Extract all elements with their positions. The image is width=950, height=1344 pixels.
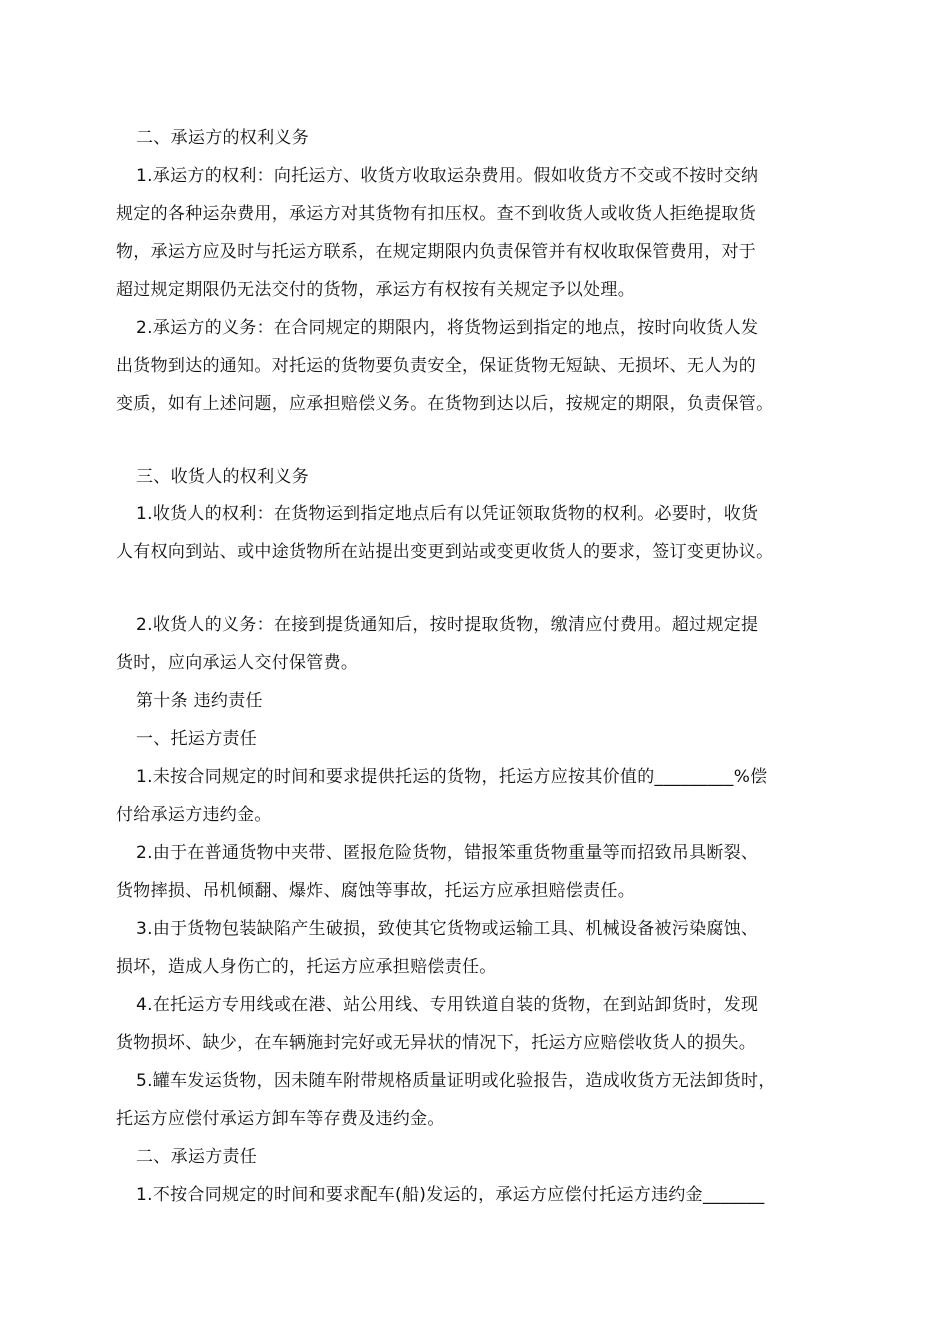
paragraph-line: 3.由于货物包装缺陷产生破损，致使其它货物或运输工具、机械设备被污染腐蚀、 bbox=[136, 919, 759, 939]
section-heading-shipper-liability: 一、托运方责任 bbox=[136, 729, 258, 749]
paragraph-line: 物，承运方应及时与托运方联系，在规定期限内负责保管并有权收取保管费用，对于 bbox=[116, 242, 757, 262]
paragraph-line: 5.罐车发运货物，因未随车附带规格质量证明或化验报告，造成收货方无法卸货时， bbox=[136, 1071, 776, 1091]
paragraph-line: 超过规定期限仍无法交付的货物，承运方有权按有关规定予以处理。 bbox=[116, 280, 635, 300]
paragraph-line: 变质，如有上述问题，应承担赔偿义务。在货物到达以后，按规定的期限，负责保管。 bbox=[116, 394, 774, 414]
paragraph-line: 1.承运方的权利：向托运方、收货方收取运杂费用。假如收货方不交或不按时交纳 bbox=[136, 166, 759, 186]
paragraph-line: 1.不按合同规定的时间和要求配车(船)发运的，承运方应偿付托运方违约金_______ bbox=[136, 1185, 765, 1205]
paragraph-line: 规定的各种运杂费用，承运方对其货物有扣压权。查不到收货人或收货人拒绝提取货 bbox=[116, 204, 757, 224]
article-heading-liability: 第十条 违约责任 bbox=[136, 691, 263, 711]
paragraph-line: 4.在托运方专用线或在港、站公用线、专用铁道自装的货物，在到站卸货时，发现 bbox=[136, 995, 759, 1015]
paragraph-line: 1.未按合同规定的时间和要求提供托运的货物，托运方应按其价值的_________%偿 bbox=[136, 767, 768, 787]
paragraph-line: 人有权向到站、或中途货物所在站提出变更到站或变更收货人的要求，签订变更协议。 bbox=[116, 542, 774, 562]
paragraph-line: 1.收货人的权利：在货物运到指定地点后有以凭证领取货物的权利。必要时，收货 bbox=[136, 504, 759, 524]
paragraph-line: 货物摔损、吊机倾翻、爆炸、腐蚀等事故，托运方应承担赔偿责任。 bbox=[116, 881, 635, 901]
section-heading-consignee-rights: 三、收货人的权利义务 bbox=[136, 467, 309, 487]
paragraph-line: 2.收货人的义务：在接到提货通知后，按时提取货物，缴清应付费用。超过规定提 bbox=[136, 615, 759, 635]
paragraph-line: 2.由于在普通货物中夹带、匿报危险货物，错报笨重货物重量等而招致吊具断裂、 bbox=[136, 843, 759, 863]
section-heading-carrier-liability: 二、承运方责任 bbox=[136, 1147, 258, 1167]
paragraph-line: 2.承运方的义务：在合同规定的期限内，将货物运到指定的地点，按时向收货人发 bbox=[136, 318, 759, 338]
paragraph-line: 货物损坏、缺少，在车辆施封完好或无异状的情况下，托运方应赔偿收货人的损失。 bbox=[116, 1033, 757, 1053]
paragraph-line: 货时，应向承运人交付保管费。 bbox=[116, 653, 359, 673]
section-heading-carrier-rights: 二、承运方的权利义务 bbox=[136, 128, 309, 148]
paragraph-line: 损坏，造成人身伤亡的，托运方应承担赔偿责任。 bbox=[116, 957, 497, 977]
paragraph-line: 出货物到达的通知。对托运的货物要负责安全，保证货物无短缺、无损坏、无人为的 bbox=[116, 356, 757, 376]
paragraph-line: 付给承运方违约金。 bbox=[116, 805, 272, 825]
paragraph-line: 托运方应偿付承运方卸车等存费及违约金。 bbox=[116, 1109, 445, 1129]
